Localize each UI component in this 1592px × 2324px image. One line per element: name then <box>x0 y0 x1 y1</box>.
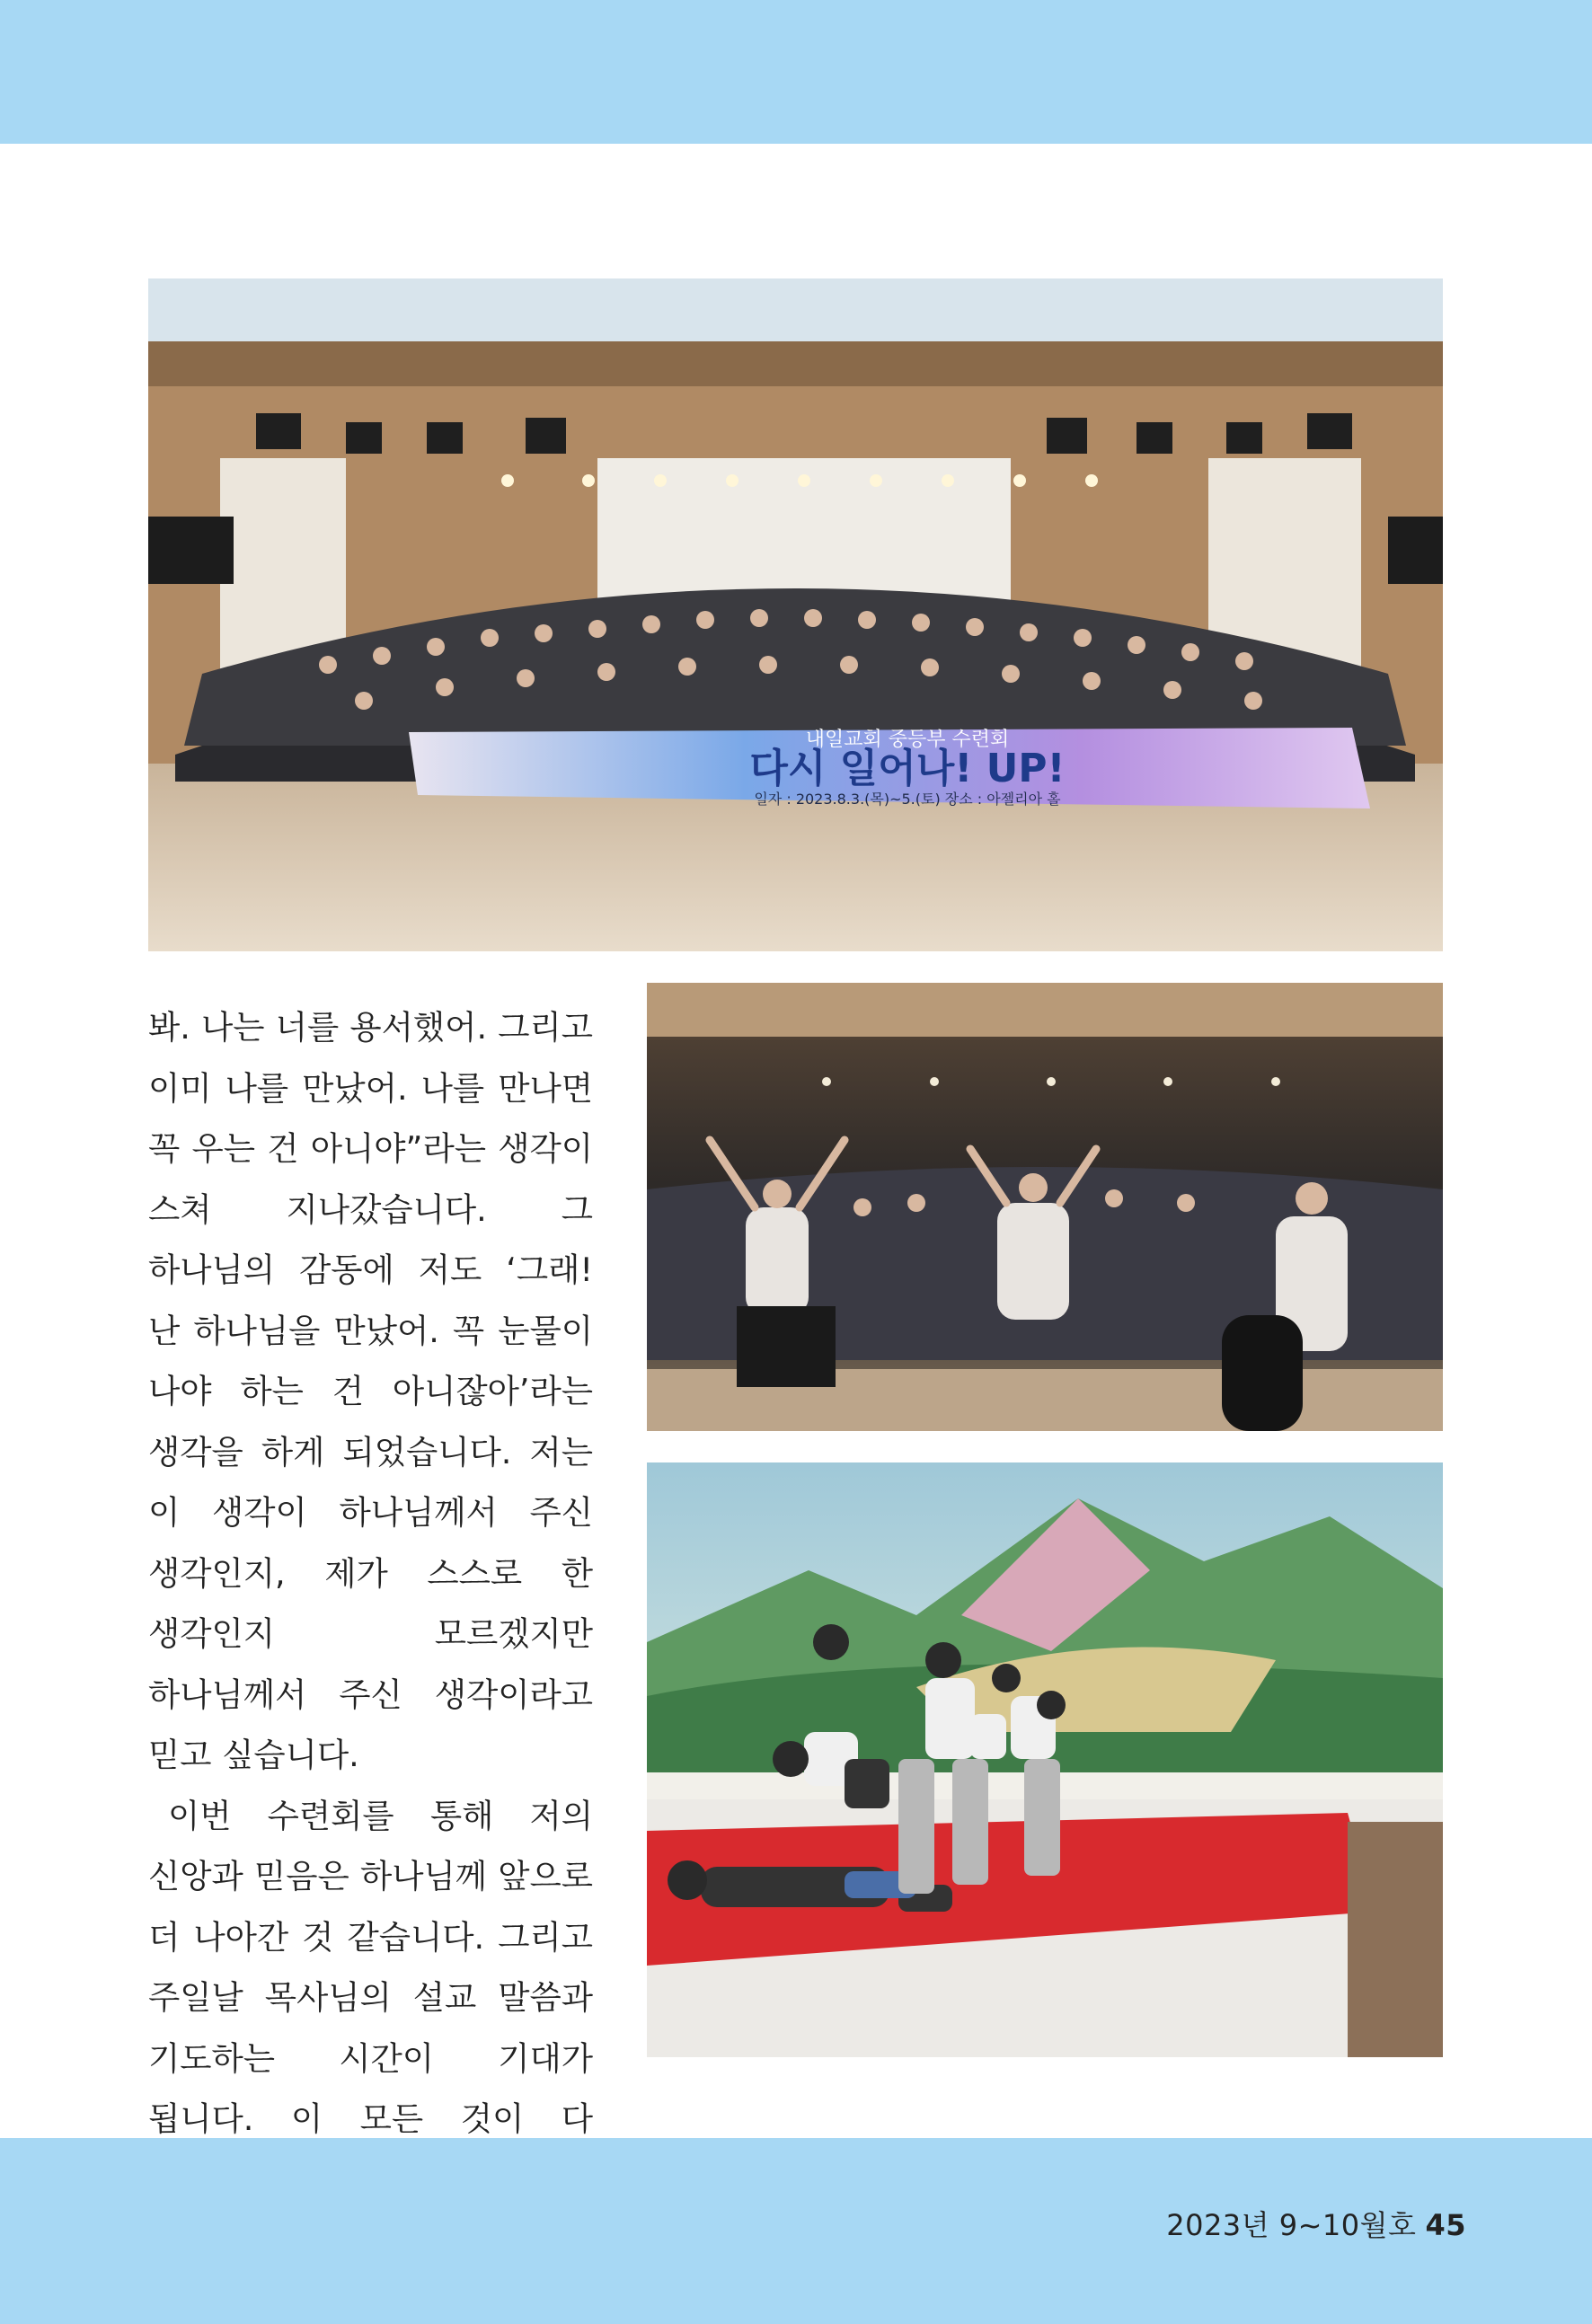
banner-info: 일자 : 2023.8.3.(목)~5.(토) 장소 : 아젤리아 홀 <box>754 791 1061 808</box>
article-paragraph: 봐. 나는 너를 용서했어. 그리고 이미 나를 만났어. 나를 만나면 꼭 우는 건 아니야”라는 생각이 스쳐 지나갔습니다. 그 하나님의 감동에 저도 ‘그래! 난 하나님을 만났어. 꼭 눈물이 나야 하는 건 아니잖아’라는 생각을 하게 되었습니다. 저는 이 생각이 하나님께서 주신 생각인지, 제가 스스로 한 생각인지 모르겠지만 하나님께서 주신 생각이라고 믿고 싶습니다. <box>148 1008 593 1774</box>
group-photo <box>148 278 1443 951</box>
top-color-band <box>0 0 1592 144</box>
article-body <box>148 997 593 2210</box>
activity-photo <box>647 1462 1443 2057</box>
closing-text: 이번 수련회를 통해 저의 신앙과 믿음은 하나님께 앞으로 더 나아간 것 같습니다. 그리고 주일날 목사님의 설교 말씀과 기도하는 시간이 기대가 됩니다. 이 모든 것이 다 <box>148 1796 593 2138</box>
page-number: 45 <box>1425 2208 1466 2242</box>
banner-subtitle: 내일교회 중등부 수련회 <box>805 729 1010 751</box>
worship-photo <box>647 983 1443 1431</box>
page-footer <box>1166 2203 1466 2244</box>
issue-label: 2023년 9~10월호 <box>1166 2208 1417 2242</box>
banner-title: 다시 일어나! UP! <box>749 746 1066 791</box>
